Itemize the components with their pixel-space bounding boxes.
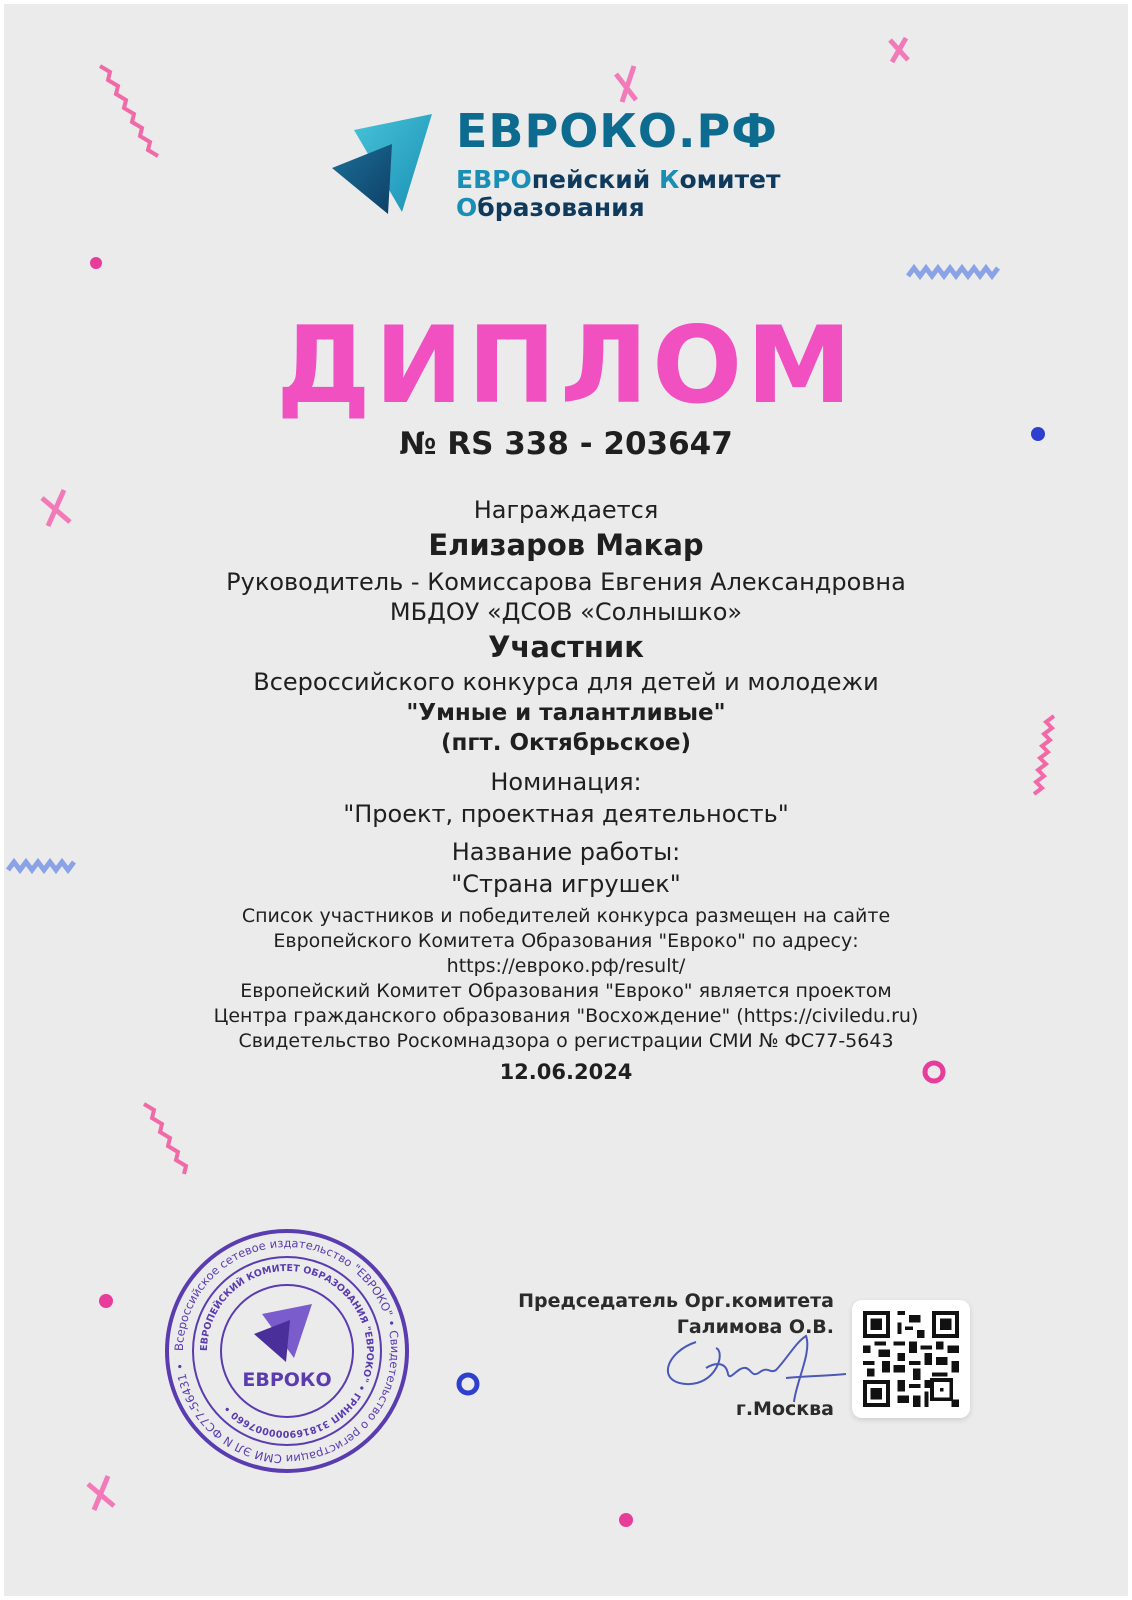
logo-subtitle-line2 <box>456 194 645 222</box>
logo-subtitle-line1 <box>456 166 781 194</box>
institution-line: МБДОУ «ДСОВ «Солнышко» <box>389 598 743 626</box>
confetti-pink-streamer-bottom-left <box>144 1104 186 1174</box>
awarded-label: Награждается <box>473 496 659 524</box>
diploma-page <box>4 4 1128 1596</box>
info-line: Список участников и победителей конкурса размещен на сайте <box>241 905 891 927</box>
info-block <box>4 904 1128 1054</box>
diploma-number: № RS 338 - 203647 <box>399 426 733 462</box>
info-line: Свидетельство Роскомнадзора о регистрации СМИ № ФС77-5643 <box>238 1030 894 1052</box>
confetti-pink-cross-bottom-left <box>88 1476 114 1510</box>
confetti-blue-streamer-right <box>908 268 998 276</box>
city-label: г.Москва <box>735 1398 834 1420</box>
qr-code-card <box>852 1300 970 1418</box>
supervisor-line: Руководитель - Комиссарова Евгения Александровна <box>226 568 906 596</box>
evroko-logo <box>332 104 802 228</box>
logo-line1-prefix: ЕВРО <box>456 165 532 194</box>
seal-logo-triangle-icon <box>254 1304 312 1362</box>
confetti-pink-dot-left <box>90 257 102 269</box>
chairman-name: Галимова О.В. <box>676 1316 834 1338</box>
contest-location: (пгт. Октябрьское) <box>441 730 691 756</box>
logo-line2-rest: бразования <box>477 193 645 222</box>
confetti-pink-dot-bottom <box>619 1513 633 1527</box>
organization-seal <box>162 1226 412 1476</box>
contest-description: Всероссийского конкурса для детей и молодежи <box>253 668 879 696</box>
qr-code-icon <box>863 1311 959 1407</box>
nomination-value: "Проект, проектная деятельность" <box>343 800 789 828</box>
logo-line1-rest: омитет <box>679 165 781 194</box>
work-title-value: "Страна игрушек" <box>451 870 681 898</box>
info-line-url: https://евроко.рф/result/ <box>446 955 686 977</box>
seal-outer-text: Всероссийское сетевое издательство "ЕВРОКО" • Свидетельство о регистрации СМИ ЭЛ N ФС77-56431 • <box>171 1235 403 1467</box>
issue-date: 12.06.2024 <box>499 1060 633 1084</box>
recipient-name: Елизаров Макар <box>428 528 704 562</box>
confetti-pink-cross-top <box>616 66 636 102</box>
logo-line1-mid: пейский <box>531 165 659 194</box>
info-line: Европейского Комитета Образования "Евроко" по адресу: <box>273 930 859 952</box>
contest-name: "Умные и талантливые" <box>406 700 726 726</box>
nomination-label: Номинация: <box>490 768 642 796</box>
info-line: Центра гражданского образования "Восхождение" (https://civiledu.ru) <box>213 1005 919 1027</box>
diploma-title: ДИПЛОМ <box>276 304 856 427</box>
confetti-pink-streamer-top-left <box>100 66 158 156</box>
participant-status: Участник <box>488 630 644 664</box>
evroko-triangle-icon <box>332 108 442 224</box>
info-line: Европейский Комитет Образования "Евроко" является проектом <box>240 980 892 1002</box>
confetti-pink-dot-bottom-left <box>99 1294 113 1308</box>
logo-brand-name: ЕВРОКО.РФ <box>456 104 778 158</box>
seal-inner-text: ЕВРОПЕЙСКИЙ КОМИТЕТ ОБРАЗОВАНИЯ "ЕВРОКО" • ГРНИП 318169000007660 • <box>198 1262 376 1440</box>
confetti-pink-cross-top-right <box>890 38 908 62</box>
confetti-blue-ring-bottom <box>459 1375 477 1393</box>
logo-line2-prefix: О <box>456 193 478 222</box>
seal-center-label: ЕВРОКО <box>242 1369 332 1391</box>
logo-line1-accent: К <box>659 165 680 194</box>
work-title-label: Название работы: <box>451 838 681 866</box>
chairman-role: Председатель Орг.комитета <box>518 1290 834 1312</box>
